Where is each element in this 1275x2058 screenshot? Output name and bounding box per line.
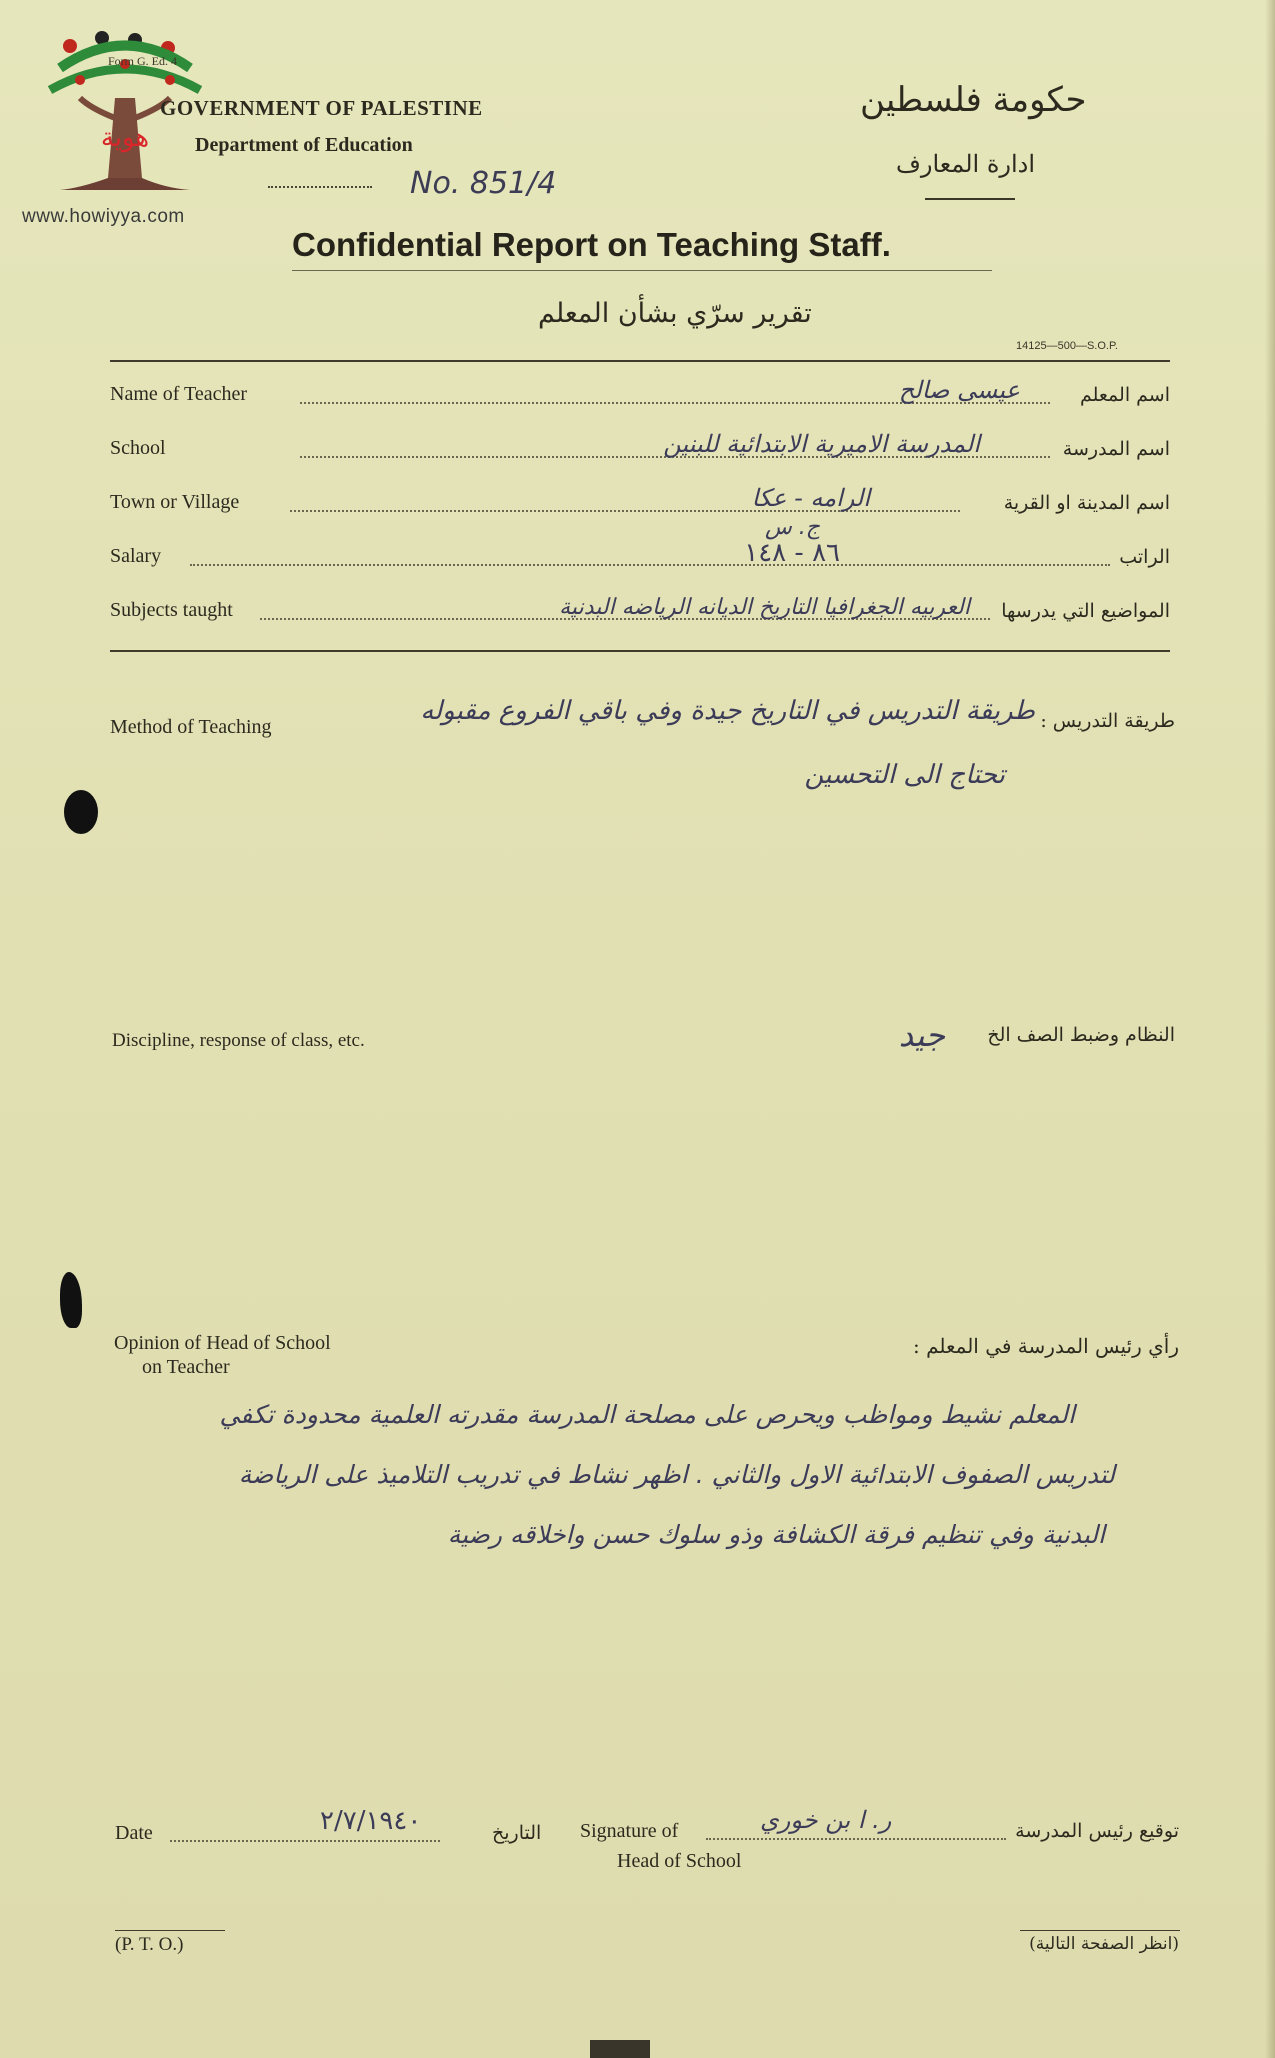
opinion-label-en-line1: Opinion of Head of School [114, 1332, 331, 1354]
field-dotted-line [190, 564, 1110, 566]
discipline-value: جيد [898, 1016, 945, 1054]
date-value: ٢/٧/١٩٤٠ [320, 1806, 422, 1836]
field-label-ar: اسم المدينة او القرية [1003, 492, 1170, 514]
page-edge-shadow [1265, 0, 1275, 2058]
method-line-1: طريقة التدريس في التاريخ جيدة وفي باقي الفروع مقبوله [420, 696, 1035, 726]
punch-hole [64, 790, 98, 834]
opinion-line-3: البدنية وفي تنظيم فرقة الكشافة وذو سلوك حسن واخلاقه رضية [447, 1520, 1105, 1549]
binding-stub [590, 2040, 650, 2058]
opinion-line-2: لتدريس الصفوف الابتدائية الاول والثاني . اظهر نشاط في تدريب التلاميذ على الرياضة [238, 1460, 1115, 1489]
field-salary [110, 515, 1170, 572]
ref-no-line [268, 186, 372, 188]
report-title-ar: تقرير سرّي بشأن المعلم [538, 298, 812, 329]
fields-bottom-rule [110, 650, 1170, 652]
signature-dotted-line [706, 1838, 1006, 1840]
logo-lettering: هوية [100, 123, 150, 153]
method-label-ar: طريقة التدريس : [1040, 710, 1175, 732]
date-label-en: Date [115, 1822, 153, 1844]
opinion-label-ar: رأي رئيس المدرسة في المعلم : [912, 1334, 1179, 1358]
field-value: المدرسة الاميرية الابتدائية للبنين [663, 430, 980, 458]
discipline-label-ar: النظام وضبط الصف الخ [987, 1024, 1175, 1046]
field-name-of-teacher [110, 376, 1170, 410]
field-label-ar: اسم المعلم [1079, 384, 1170, 406]
pto-ar-line [1020, 1930, 1180, 1931]
field-label-en: Name of Teacher [110, 383, 248, 405]
date-dotted-line [170, 1840, 440, 1842]
field-value: ٨٦ - ١٤٨ [744, 538, 840, 568]
field-label-ar: المواضيع التي يدرسها [1001, 600, 1170, 622]
signature-label-ar: توقيع رئيس المدرسة [1015, 1820, 1179, 1842]
discipline-label-en: Discipline, response of class, etc. [112, 1030, 365, 1051]
method-line-2: تحتاج الى التحسين [804, 760, 1005, 790]
signature-label-en: Signature of [580, 1820, 679, 1842]
government-title-ar: حكومة فلسطين [860, 80, 1087, 120]
report-title-en: Confidential Report on Teaching Staff. [292, 226, 891, 263]
punch-hole [60, 1272, 82, 1328]
field-label-en: Town or Village [110, 491, 240, 513]
field-town-or-village [110, 484, 1170, 518]
pto-ar: (انظر الصفحة التالية) [1029, 1934, 1179, 1954]
date-label-ar: التاريخ [492, 1822, 542, 1844]
field-label-en: Subjects taught [110, 599, 233, 621]
signature-value: ر. ا بن خوري [760, 1806, 892, 1834]
field-value: العربيه الجغرافيا التاريخ الديانه الرياضه البدنية [559, 595, 970, 620]
field-label-en: School [110, 437, 166, 459]
method-label-en: Method of Teaching [110, 716, 272, 738]
salary-currency-note: ج. س [764, 515, 820, 540]
department-title-ar: ادارة المعارف [896, 150, 1036, 178]
form-id: Form G. Ed. 4 [108, 54, 177, 68]
reference-number: No. 851/4 [410, 166, 557, 201]
field-value: الرامه - عكا [751, 484, 870, 512]
government-title-en: GOVERNMENT OF PALESTINE [160, 96, 483, 120]
field-label-ar: الراتب [1119, 546, 1170, 568]
pto-en-line [115, 1930, 225, 1931]
field-school [110, 430, 1170, 464]
department-title-en: Department of Education [195, 134, 413, 156]
department-ar-underline [925, 198, 1015, 200]
opinion-label-en-line2: on Teacher [142, 1356, 230, 1378]
print-code: 14125—500—S.O.P. [1016, 340, 1118, 352]
field-subjects-taught [110, 592, 1170, 626]
field-value: عيسى صالح [898, 376, 1020, 404]
field-label-ar: اسم المدرسة [1062, 438, 1170, 460]
field-label-en: Salary [110, 545, 162, 567]
pto-en: (P. T. O.) [115, 1934, 184, 1955]
title-underline [292, 270, 992, 271]
watermark-url: www.howiyya.com [22, 206, 185, 227]
opinion-line-1: المعلم نشيط ومواظب ويحرص على مصلحة المدرسة مقدرته العلمية محدودة تكفي [219, 1400, 1075, 1429]
signature-label-en-line2: Head of School [617, 1850, 742, 1872]
top-rule [110, 360, 1170, 362]
